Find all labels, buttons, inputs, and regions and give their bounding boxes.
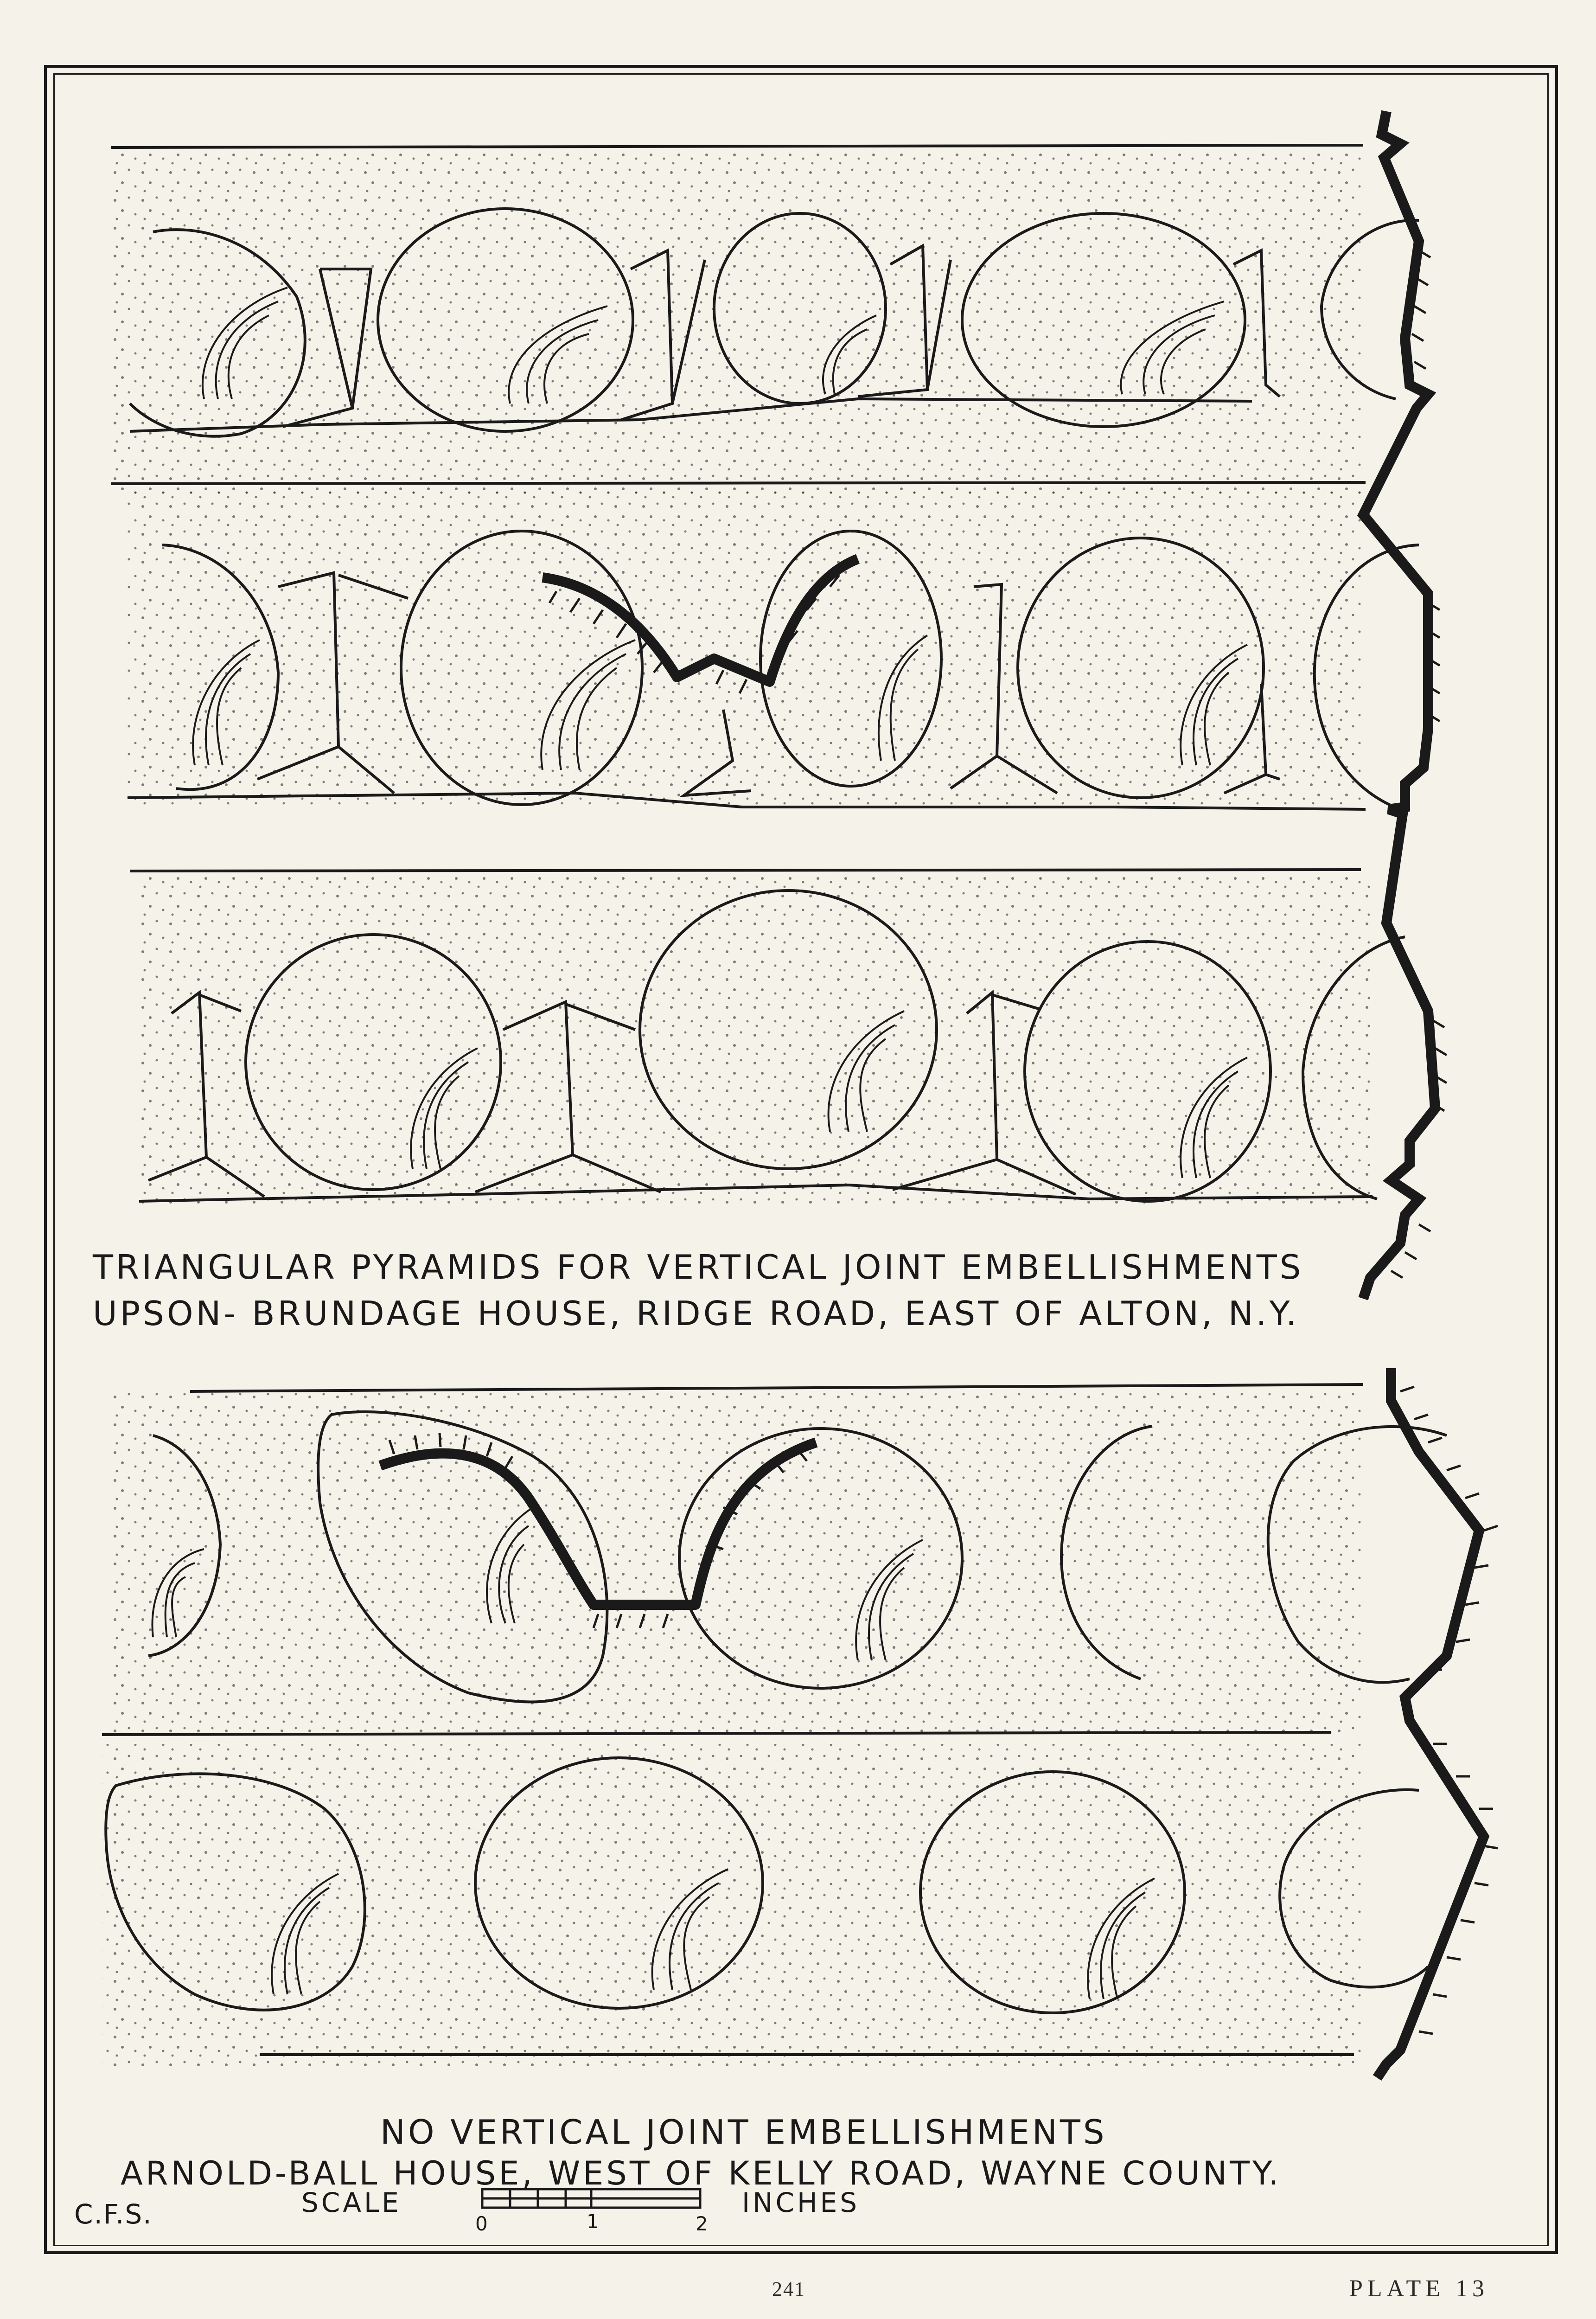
course-line-1 [111,145,1363,147]
top-caption-line-2: UPSON- BRUNDAGE HOUSE, RIDGE ROAD, EAST OF ALTON, N.Y. [93,1294,1299,1333]
top-caption-line-1: TRIANGULAR PYRAMIDS FOR VERTICAL JOINT EMBELLISHMENTS [93,1248,1304,1287]
wall-profile-bottom [1377,1368,1498,2078]
bottom-section-courses [102,1384,1447,2069]
scale-unit: INCHES [742,2187,860,2218]
mortar-stipple-course-3 [139,872,1373,1211]
course-line-4 [190,1384,1363,1391]
course-line-2 [111,482,1366,484]
scale-tick-2: 2 [696,2212,711,2235]
mortar-stipple-course-1 [111,153,1363,496]
artist-initials: C.F.S. [74,2198,153,2230]
mortar-stipple-course-4 [111,1391,1363,1735]
mortar-stipple-course-5 [102,1744,1363,2069]
plate-label: PLATE 13 [1349,2275,1489,2302]
bottom-caption-line-1: NO VERTICAL JOINT EMBELLISHMENTS [380,2113,1107,2152]
scale-tick-0: 0 [475,2212,491,2235]
wall-profile-top [1363,111,1447,1299]
scale-tick-1: 1 [587,2210,602,2233]
mortar-stipple-course-2 [125,492,1363,807]
scale-label: SCALE [301,2187,402,2218]
page-number: 241 [772,2278,805,2300]
bottom-caption-line-2: ARNOLD-BALL HOUSE, WEST OF KELLY ROAD, WAYNE COUNTY. [121,2154,1282,2192]
course-line-3 [130,870,1361,871]
